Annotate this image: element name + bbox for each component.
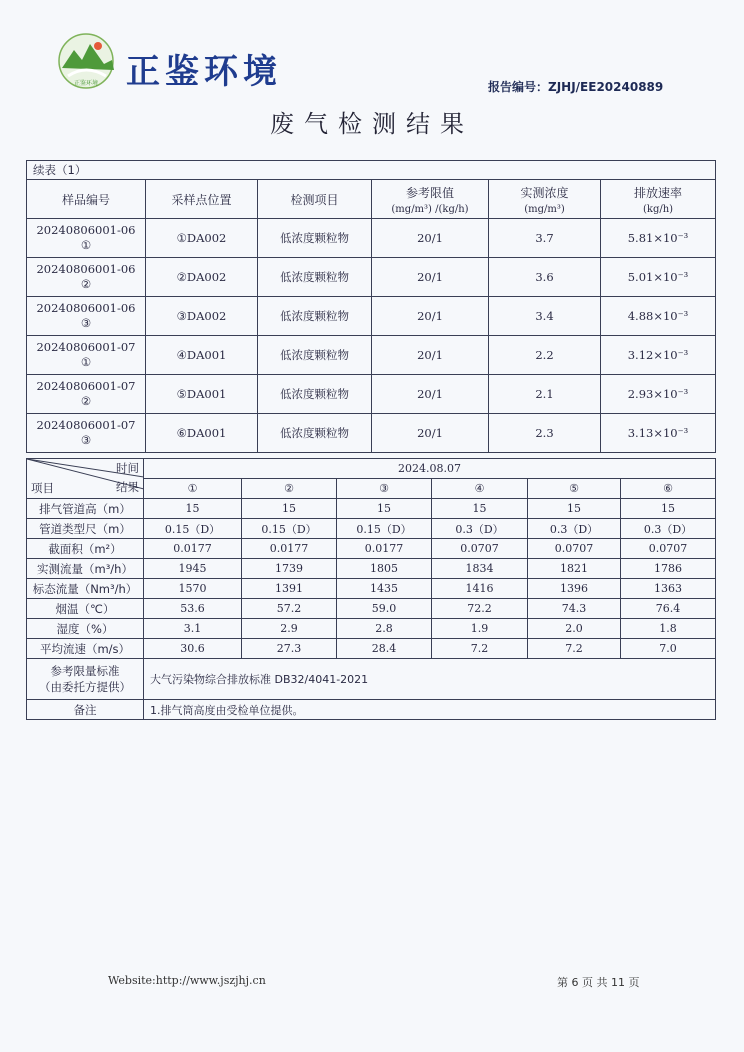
param-value: 0.0177 [144, 539, 242, 559]
table-row [27, 414, 716, 453]
param-value: 1834 [432, 559, 528, 579]
param-value: 0.15（D） [242, 519, 337, 539]
results-table [26, 160, 716, 453]
conc-cell: 3.7 [489, 219, 601, 258]
conc-cell: 2.2 [489, 336, 601, 375]
table-row [27, 499, 716, 519]
param-value: 0.15（D） [144, 519, 242, 539]
sample-id: 20240806001-07 [36, 340, 136, 354]
point-header: ② [242, 479, 337, 499]
limit-cell: 20/1 [372, 219, 489, 258]
param-value: 2.8 [337, 619, 432, 639]
param-value: 15 [144, 499, 242, 519]
conc-cell: 3.4 [489, 297, 601, 336]
header-limit-label: 参考限值 [405, 185, 454, 200]
standard-label-sub: （由委托方提供） [39, 680, 131, 694]
param-label: 排气管道高（m） [27, 499, 144, 519]
location-cell: ③DA002 [146, 297, 258, 336]
rate-cell: 5.01×10⁻³ [601, 258, 716, 297]
corner-result-label: 结果 [116, 480, 139, 494]
param-value: 15 [528, 499, 621, 519]
company-name: 正鉴环境 [126, 52, 282, 92]
company-emblem-logo [56, 32, 120, 90]
param-value: 15 [242, 499, 337, 519]
param-value: 1570 [144, 579, 242, 599]
param-label: 实测流量（m³/h） [27, 559, 144, 579]
location-cell: ⑤DA001 [146, 375, 258, 414]
header-sample-id: 样品编号 [27, 180, 146, 219]
header-limit [372, 180, 489, 219]
date-cell: 2024.08.07 [144, 459, 716, 479]
param-value: 0.3（D） [621, 519, 716, 539]
param-value: 1435 [337, 579, 432, 599]
location-cell: ②DA002 [146, 258, 258, 297]
param-value: 2.0 [528, 619, 621, 639]
footer-website: Website:http://www.jszjhj.cn [108, 974, 266, 987]
param-value: 7.0 [621, 639, 716, 659]
standard-value: 大气污染物综合排放标准 DB32/4041-2021 [144, 659, 716, 700]
point-header: ⑤ [528, 479, 621, 499]
table-row [27, 336, 716, 375]
standard-label-cell [27, 659, 144, 700]
param-value: 0.0707 [528, 539, 621, 559]
param-value: 0.0177 [242, 539, 337, 559]
header-conc-label: 实测浓度 [520, 185, 569, 200]
sample-suffix: ③ [80, 316, 92, 330]
param-value: 59.0 [337, 599, 432, 619]
table-row [27, 519, 716, 539]
param-value: 1416 [432, 579, 528, 599]
header-location: 采样点位置 [146, 180, 258, 219]
param-label: 截面积（m²） [27, 539, 144, 559]
header-rate-unit: (kg/h) [642, 203, 674, 215]
param-value: 1.8 [621, 619, 716, 639]
param-value: 0.3（D） [528, 519, 621, 539]
location-cell: ①DA002 [146, 219, 258, 258]
conc-cell: 3.6 [489, 258, 601, 297]
rate-cell: 3.13×10⁻³ [601, 414, 716, 453]
param-value: 0.15（D） [337, 519, 432, 539]
param-value: 72.2 [432, 599, 528, 619]
param-value: 1805 [337, 559, 432, 579]
sample-id: 20240806001-07 [36, 379, 136, 393]
param-value: 28.4 [337, 639, 432, 659]
param-value: 0.0177 [337, 539, 432, 559]
param-value: 1396 [528, 579, 621, 599]
location-cell: ④DA001 [146, 336, 258, 375]
param-value: 1786 [621, 559, 716, 579]
header-conc-unit: (mg/m³) [524, 203, 565, 215]
table-row [27, 639, 716, 659]
point-header: ④ [432, 479, 528, 499]
param-value: 57.2 [242, 599, 337, 619]
sample-id-cell [27, 336, 146, 375]
continuation-label: 续表（1） [27, 161, 716, 180]
table-row [27, 619, 716, 639]
param-value: 0.3（D） [432, 519, 528, 539]
standard-label: 参考限量标准 [50, 664, 120, 678]
param-value: 27.3 [242, 639, 337, 659]
rate-cell: 3.12×10⁻³ [601, 336, 716, 375]
report-number: 报告编号：ZJHJ/EE20240889 [488, 80, 664, 94]
corner-item-label: 项目 [31, 481, 54, 495]
param-value: 2.9 [242, 619, 337, 639]
param-value: 0.0707 [432, 539, 528, 559]
sample-id-cell [27, 219, 146, 258]
param-label: 烟温（℃） [27, 599, 144, 619]
param-value: 15 [432, 499, 528, 519]
limit-cell: 20/1 [372, 258, 489, 297]
item-cell: 低浓度颗粒物 [258, 414, 372, 453]
sample-suffix: ① [80, 238, 92, 252]
param-value: 1363 [621, 579, 716, 599]
footer-page-number: 第 6 页 共 11 页 [557, 976, 640, 989]
sample-suffix: ② [80, 394, 92, 408]
param-value: 0.0707 [621, 539, 716, 559]
param-value: 7.2 [528, 639, 621, 659]
results-header-row [27, 180, 716, 219]
param-value: 53.6 [144, 599, 242, 619]
table-row [27, 375, 716, 414]
limit-cell: 20/1 [372, 336, 489, 375]
table-row [27, 219, 716, 258]
param-value: 1945 [144, 559, 242, 579]
header-concentration [489, 180, 601, 219]
parameters-table [26, 458, 716, 720]
header-item: 检测项目 [258, 180, 372, 219]
param-label: 标态流量（Nm³/h） [27, 579, 144, 599]
sample-suffix: ① [80, 355, 92, 369]
param-value: 1821 [528, 559, 621, 579]
conc-cell: 2.1 [489, 375, 601, 414]
standard-row [27, 659, 716, 700]
table-row [27, 258, 716, 297]
limit-cell: 20/1 [372, 375, 489, 414]
sample-id: 20240806001-06 [36, 301, 136, 315]
param-value: 74.3 [528, 599, 621, 619]
sample-id: 20240806001-06 [36, 223, 136, 237]
item-cell: 低浓度颗粒物 [258, 336, 372, 375]
rate-cell: 2.93×10⁻³ [601, 375, 716, 414]
table-row [27, 579, 716, 599]
header-limit-unit: (mg/m³) /(kg/h) [391, 203, 469, 215]
point-header: ① [144, 479, 242, 499]
item-cell: 低浓度颗粒物 [258, 258, 372, 297]
rate-cell: 5.81×10⁻³ [601, 219, 716, 258]
table-row [27, 599, 716, 619]
sample-suffix: ② [80, 277, 92, 291]
rate-cell: 4.88×10⁻³ [601, 297, 716, 336]
note-row [27, 700, 716, 720]
param-value: 7.2 [432, 639, 528, 659]
item-cell: 低浓度颗粒物 [258, 375, 372, 414]
note-value: 1.排气筒高度由受检单位提供。 [144, 700, 716, 720]
param-value: 30.6 [144, 639, 242, 659]
page-title: 废气检测结果 [270, 110, 474, 138]
sample-id: 20240806001-06 [36, 262, 136, 276]
corner-time-label: 时间 [116, 461, 139, 475]
param-value: 15 [621, 499, 716, 519]
diagonal-header-cell [27, 459, 144, 499]
param-value: 1391 [242, 579, 337, 599]
note-label: 备注 [27, 700, 144, 720]
sample-id: 20240806001-07 [36, 418, 136, 432]
header-rate-label: 排放速率 [634, 185, 683, 200]
conc-cell: 2.3 [489, 414, 601, 453]
item-cell: 低浓度颗粒物 [258, 219, 372, 258]
param-label: 平均流速（m/s） [27, 639, 144, 659]
table-row [27, 539, 716, 559]
point-header: ③ [337, 479, 432, 499]
param-value: 1739 [242, 559, 337, 579]
limit-cell: 20/1 [372, 414, 489, 453]
param-value: 1.9 [432, 619, 528, 639]
sample-id-cell [27, 414, 146, 453]
header-rate [601, 180, 716, 219]
table-row [27, 559, 716, 579]
sample-id-cell [27, 375, 146, 414]
param-value: 76.4 [621, 599, 716, 619]
sample-id-cell [27, 297, 146, 336]
param-value: 3.1 [144, 619, 242, 639]
param-label: 湿度（%） [27, 619, 144, 639]
sample-suffix: ③ [80, 433, 92, 447]
limit-cell: 20/1 [372, 297, 489, 336]
emblem-text: 正鉴环境 [73, 80, 99, 87]
point-header: ⑥ [621, 479, 716, 499]
location-cell: ⑥DA001 [146, 414, 258, 453]
item-cell: 低浓度颗粒物 [258, 297, 372, 336]
param-value: 15 [337, 499, 432, 519]
sample-id-cell [27, 258, 146, 297]
table-row [27, 297, 716, 336]
param-label: 管道类型尺（m） [27, 519, 144, 539]
